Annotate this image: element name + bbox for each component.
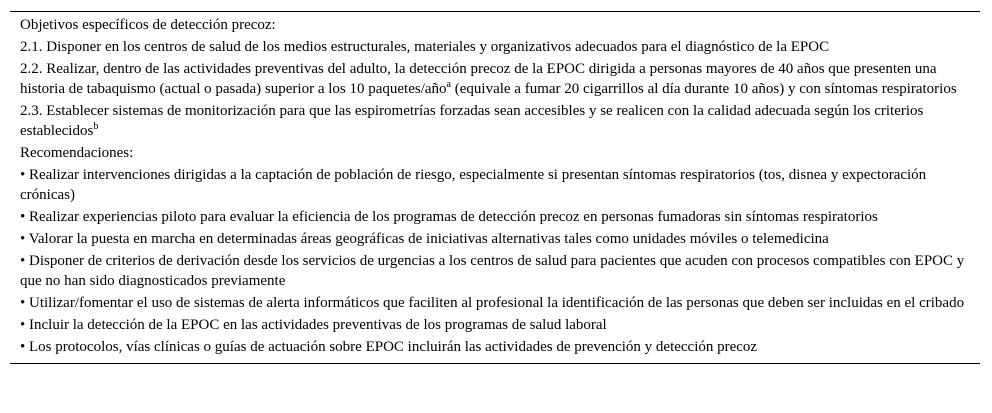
objective-text: 2.1. Disponer en los centros de salud de los medios estructurales, materiales y organizativos adecuados para el diagnóstico de la EPOC: [20, 39, 830, 55]
recommendation-item: • Valorar la puesta en marcha en determinadas áreas geográficas de iniciativas alternativas tales como unidades móviles o telemedicina: [20, 231, 829, 247]
objective-text: 2.3. Establecer sistemas de monitorización para que las espirometrías forzadas sean accesibles y se realicen con la calidad adecuada según los criterios establecidos: [20, 103, 924, 139]
recommendation-item: • Realizar experiencias piloto para evaluar la eficiencia de los programas de detección precoz en personas fumadoras sin síntomas respiratorios: [20, 209, 878, 225]
recommendation-item: • Los protocolos, vías clínicas o guías de actuación sobre EPOC incluirán las actividades de prevención y detección precoz: [20, 339, 758, 355]
recommendations-heading: Recomendaciones:: [20, 145, 134, 161]
recommendation-item: • Disponer de criterios de derivación desde los servicios de urgencias a los centros de salud para pacientes que acuden con procesos compatibles con EPOC y que no han sido diagnosticados previamente: [20, 253, 965, 289]
footnote-marker: b: [93, 121, 99, 132]
objective-text-continued: (equivale a fumar 20 cigarrillos al día durante 10 años) y con síntomas respiratorios: [451, 81, 957, 97]
objective-text: 2.2. Realizar, dentro de las actividades preventivas del adulto, la detección precoz de la EPOC dirigida a personas mayores de 40 años que presenten una historia de tabaquismo (actual o pasada) superior a los 10 paquetes/año: [20, 61, 937, 97]
recommendations-table: [10, 11, 980, 364]
recommendation-item: • Incluir la detección de la EPOC en las actividades preventivas de los programas de salud laboral: [20, 317, 607, 333]
objectives-heading: Objetivos específicos de detección precoz:: [20, 17, 276, 33]
objective-item: [20, 59, 970, 99]
recommendation-item: • Realizar intervenciones dirigidas a la captación de población de riesgo, especialmente si presentan síntomas respiratorios (tos, disnea y expectoración crónicas): [20, 167, 927, 203]
objective-item: [20, 101, 970, 141]
objective-item: [20, 37, 970, 57]
recommendation-item: • Utilizar/fomentar el uso de sistemas de alerta informáticos que faciliten al profesional la identificación de las personas que deben ser incluidas en el cribado: [20, 295, 965, 311]
footnote-marker: a: [446, 79, 451, 90]
